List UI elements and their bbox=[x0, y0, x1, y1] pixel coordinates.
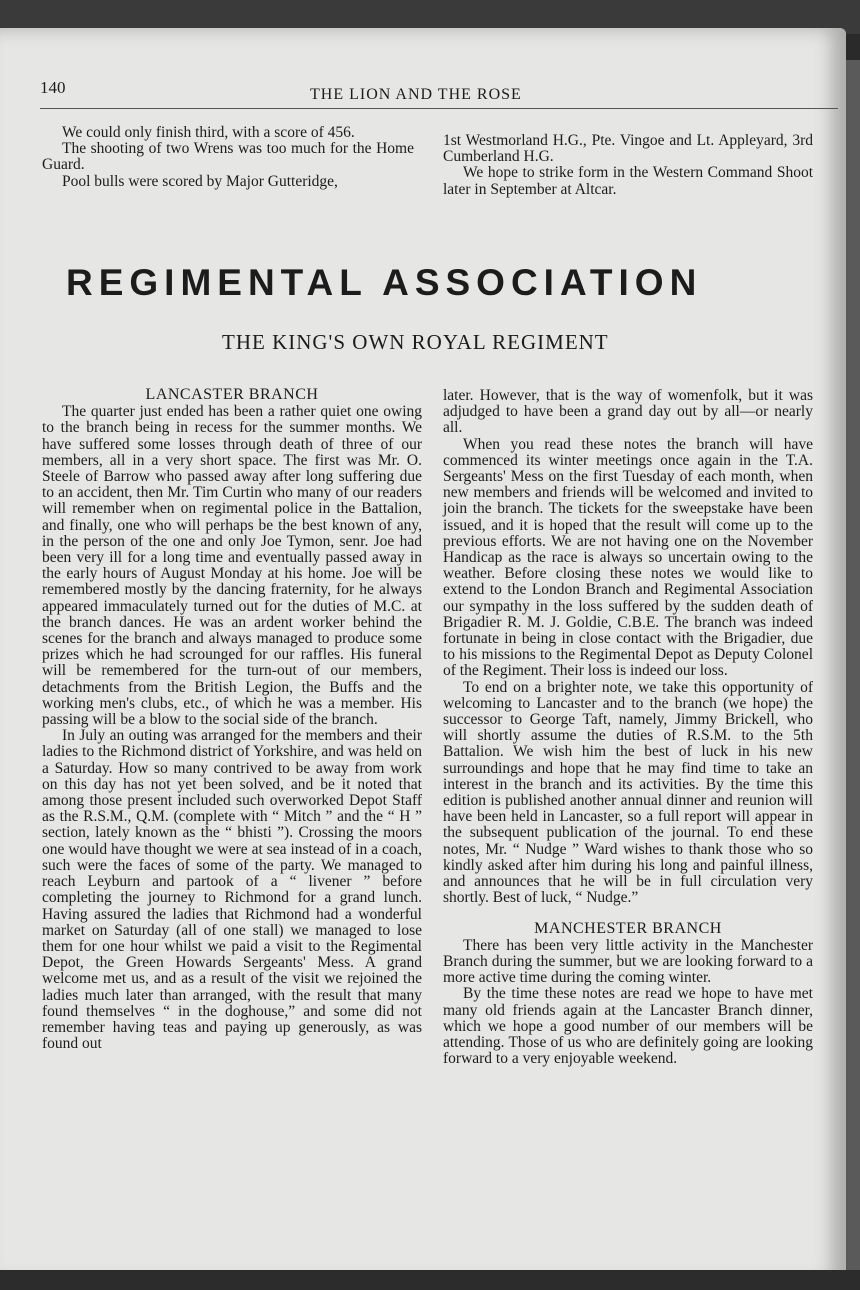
section-title: REGIMENTAL ASSOCIATION bbox=[66, 262, 703, 303]
paragraph: By the time these notes are read we hope to have met many old friends again at the Lancaster Branch dinner, which we hope a good number of our members will be attending. Those of us who are definitely going are looking forward to a very enjoyable weekend. bbox=[443, 985, 813, 1068]
lancaster-branch-left-column bbox=[42, 387, 422, 1052]
branch-heading-manchester: MANCHESTER BRANCH bbox=[534, 919, 722, 937]
paragraph: later. However, that is the way of womenfolk, but it was adjudged to have been a grand day out by all—or nearly all. bbox=[443, 387, 813, 437]
section-subtitle: THE KING'S OWN ROYAL REGIMENT bbox=[222, 330, 609, 354]
paragraph: Pool bulls were scored by Major Gutteridge, bbox=[62, 172, 338, 190]
branch-heading-lancaster: LANCASTER BRANCH bbox=[145, 386, 319, 403]
paragraph: When you read these notes the branch will have commenced its winter meetings once again in the T.A. Sergeants' Mess on the first Tuesday of each month, when new members and friends will be welcomed and invited to join the branch. The tickets for the sweepstake have been issued, and it is hoped that the result will come up to the previous efforts. We are not having one on the November Handicap as the race is always so uncertain owing to the weather. Before closing these notes we would like to extend to the London Branch and Regimental Association our sympathy in the loss suffered by the sudden death of Brigadier R. M. J. Goldie, C.B.E. The branch was indeed fortunate in being in close contact with the Brigadier, due to his missions to the Regimental Depot as Deputy Colonel of the Regiment. Their loss is indeed our loss. bbox=[443, 435, 813, 680]
paragraph: The quarter just ended has been a rather quiet one owing to the branch being in recess for the summer months. We have suffered some losses through death of three of our members, all in a very short space. The first was Mr. O. Steele of Barrow who passed away after long suffering due to an accident, then Mr. Tim Curtin who many of our readers will remember when on regimental police in the Battalion, and finally, one who will perhaps be the best known of any, in the person of the one and only Joe Tymon, senr. Joe had been very ill for a long time and eventually passed away in the early hours of August Monday at his home. Joe will be remembered mostly by the dancing fraternity, for he always appeared immaculately turned out for the duties of M.C. at the branch dances. He was an ardent worker behind the scenes for the branch and always managed to produce some prizes which he had scrounged for our raffles. His funeral will be remembered for the turn-out of our members, detachments from the British Legion, the Buffs and the working men's clubs, etc., of which he was a member. His passing will be a blow to the social side of the branch. bbox=[42, 403, 422, 729]
paragraph: 1st Westmorland H.G., Pte. Vingoe and Lt. Appleyard, 3rd Cumberland H.G. bbox=[443, 132, 813, 166]
paragraph: To end on a brighter note, we take this opportunity of welcoming to Lancaster and to the branch (we hope) the successor to George Taft, namely, Jimmy Brickell, who will shortly assume the duties of R.S.M. to the 5th Battalion. We wish him the best of luck in his new surroundings and hope that he may find time to take an interest in the branch and its activities. By the time this edition is published another annual dinner and reunion will have been held in Lancaster, so a full report will appear in the subsequent publication of the journal. To end these notes, Mr. “ Nudge ” Ward wishes to thank those who so kindly asked after him during his long and painful illness, and announces that he will be in full circulation very shortly. Best of luck, “ Nudge.” bbox=[443, 678, 813, 907]
paragraph: In July an outing was arranged for the members and their ladies to the Richmond district of Yorkshire, and was held on a Saturday. How so many contrived to be away from work on this day has not yet been solved, and be it noted that among those present included such overworked Depot Staff as the R.S.M., Q.M. (complete with “ Mitch ” and the “ H ” section, lately known as the “ bhisti ”). Crossing the moors one would have thought we were at sea instead of in a coach, such were the faces of some of the party. We managed to reach Leyburn and partook of a “ livener ” before completing the journey to Richmond for a grand lunch. Having assured the ladies that Richmond had a wonderful market on Saturday (all of one stall) we managed to lose them for one hour whilst we paid a visit to the Regimental Depot, the Green Howards Sergeants' Mess. A grand welcome met us, and as a result of the visit we rejoined the ladies much later than arranged, with the result that many found themselves “ in the doghouse,” and some did not remember having teas and paying up generously, as was found out bbox=[42, 727, 422, 1053]
shooting-report-left-column bbox=[42, 125, 414, 190]
running-head: THE LION AND THE ROSE bbox=[310, 86, 522, 103]
shooting-report-right-column bbox=[443, 133, 813, 198]
page-number: 140 bbox=[40, 78, 66, 97]
scan-background-bottom bbox=[0, 1270, 860, 1290]
paragraph: We hope to strike form in the Western Command Shoot later in September at Altcar. bbox=[443, 164, 813, 198]
lancaster-branch-right-column bbox=[443, 388, 813, 1067]
header-rule bbox=[40, 108, 838, 109]
paragraph: The shooting of two Wrens was too much for the Home Guard. bbox=[42, 140, 414, 174]
page-stack-edge bbox=[846, 60, 860, 1290]
paragraph: We could only finish third, with a score of 456. bbox=[62, 124, 355, 141]
paragraph: There has been very little activity in the Manchester Branch during the summer, but we are looking forward to a more active time during the coming winter. bbox=[443, 936, 813, 987]
